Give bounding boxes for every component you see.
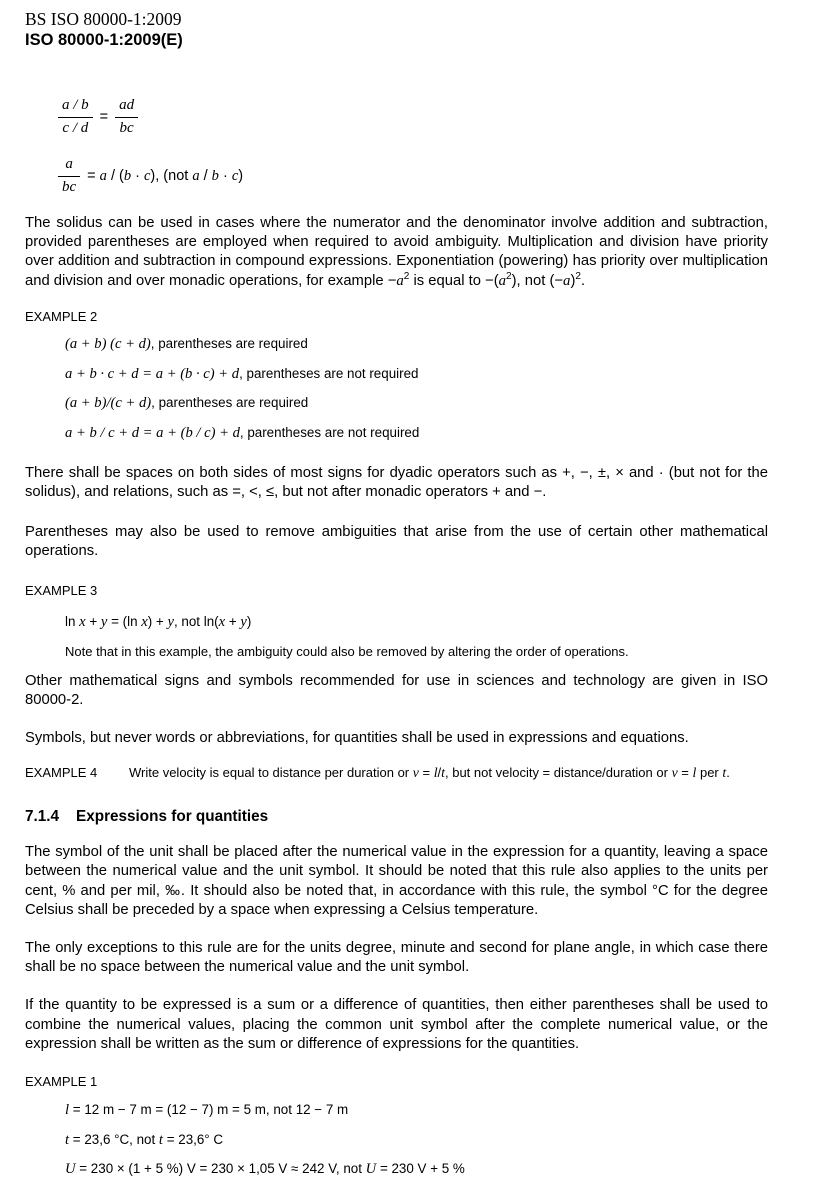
fraction-lhs bbox=[58, 96, 93, 138]
example-note: Note that in this example, the ambiguity could also be removed by altering the order of operations. bbox=[65, 643, 629, 659]
section-number: 7.1.4 bbox=[25, 808, 60, 826]
formula-fraction-division bbox=[25, 96, 768, 138]
para-other-signs: Other mathematical signs and symbols recommended for use in sciences and technology are given in ISO 80000-2. bbox=[25, 672, 768, 708]
example-line: U = 230 × (1 + 5 %) V = 230 × 1,05 V ≈ 242 V, not U = 230 V + 5 % bbox=[65, 1161, 465, 1178]
example-line: a + b · c + d = a + (b · c) + d, parentheses are not required bbox=[65, 365, 419, 382]
para-solidus-usage: The solidus can be used in cases where the numerator and the denominator involve addition and subtraction, provided parentheses are employed when required to avoid ambiguity. Multiplication and division have priority over addition and subtraction in compound expressions. Exponentiation (powering) has priority over multiplication and division and over monadic operations, for example $-a^2$ is equal to $-(a^2)$, not $(-a)^2$. bbox=[25, 215, 768, 289]
example-2 bbox=[25, 309, 768, 442]
section-heading-7-1-4 bbox=[25, 808, 768, 826]
example-label: EXAMPLE 1 bbox=[25, 1074, 98, 1090]
example-label: EXAMPLE 2 bbox=[25, 308, 98, 324]
example-label: EXAMPLE 3 bbox=[25, 582, 98, 598]
fraction-numerator: a / b bbox=[58, 96, 93, 118]
para-plane-angle-exception: The only exceptions to this rule are for the units degree, minute and second for plane angle, in which case there shall be no space between the numerical value and the unit symbol. bbox=[25, 940, 768, 976]
example-line: t = 23,6 °C, not t = 23,6° C bbox=[65, 1131, 224, 1148]
para-parentheses-ambiguity: Parentheses may also be used to remove ambiguities that arise from the use of certain other mathematical operations. bbox=[25, 524, 768, 560]
example-label: EXAMPLE 4 bbox=[25, 765, 98, 781]
example-text: Write velocity is equal to distance per duration or v = l/t, but not velocity = distance/duration or v = l per t. bbox=[129, 765, 730, 781]
para-unit-placement: The symbol of the unit shall be placed after the numerical value in the expression for a quantity, leaving a space between the numerical value and the unit symbol. It should be noted that this rule also applies to the units per cent, % and per mil, ‰. It should also be noted that, in accordance with this rule, the symbol °C for the degree Celsius shall be preceded by a space when expressing a Celsius temperature. bbox=[25, 844, 768, 918]
doc-header bbox=[25, 9, 768, 50]
example-3 bbox=[25, 583, 768, 659]
fraction-numerator: a bbox=[58, 155, 80, 177]
formula-rhs-expression: = a / (b · c), (not a / b · c) bbox=[87, 167, 244, 184]
example-line: (a + b)/(c + d), parentheses are required bbox=[65, 395, 309, 412]
bs-standard-reference: BS ISO 80000-1:2009 bbox=[25, 9, 182, 29]
example-line: l = 12 m − 7 m = (12 − 7) m = 5 m, not 12 − 7 m bbox=[65, 1102, 349, 1119]
fraction-lhs bbox=[58, 155, 80, 197]
para-symbols-for-quantities: Symbols, but never words or abbreviations, for quantities shall be used in expressions and equations. bbox=[25, 730, 689, 747]
section-title: Expressions for quantities bbox=[76, 808, 269, 826]
example-line: (a + b) (c + d), parentheses are required bbox=[65, 336, 308, 353]
example-line: a + b / c + d = a + (b / c) + d, parentheses are not required bbox=[65, 424, 420, 441]
fraction-rhs bbox=[115, 96, 138, 138]
para-dyadic-operators: There shall be spaces on both sides of most signs for dyadic operators such as +, −, ±, × and · (but not for the solidus), and relations, such as =, <, ≤, but not after monadic operators + and −. bbox=[25, 464, 768, 501]
fraction-denominator: bc bbox=[62, 178, 77, 195]
formula-solidus-grouping bbox=[25, 155, 768, 197]
fraction-numerator: ad bbox=[115, 96, 138, 118]
para-sum-difference: If the quantity to be expressed is a sum or a difference of quantities, then either parentheses shall be used to combine the numerical values, placing the common unit symbol after the complete numerical value, or the expression shall be written as the sum or difference of expressions for the quantities. bbox=[25, 997, 768, 1052]
example-formula: ln x + y = (ln x) + y, not ln(x + y) bbox=[65, 613, 252, 630]
fraction-denominator: c / d bbox=[62, 119, 89, 136]
example-4 bbox=[25, 765, 768, 781]
example-1 bbox=[25, 1074, 768, 1178]
iso-document-id: ISO 80000-1:2009(E) bbox=[25, 31, 183, 49]
solidus-formulas bbox=[25, 96, 768, 197]
equals-sign: = bbox=[99, 109, 109, 125]
fraction-denominator: bc bbox=[119, 119, 134, 136]
